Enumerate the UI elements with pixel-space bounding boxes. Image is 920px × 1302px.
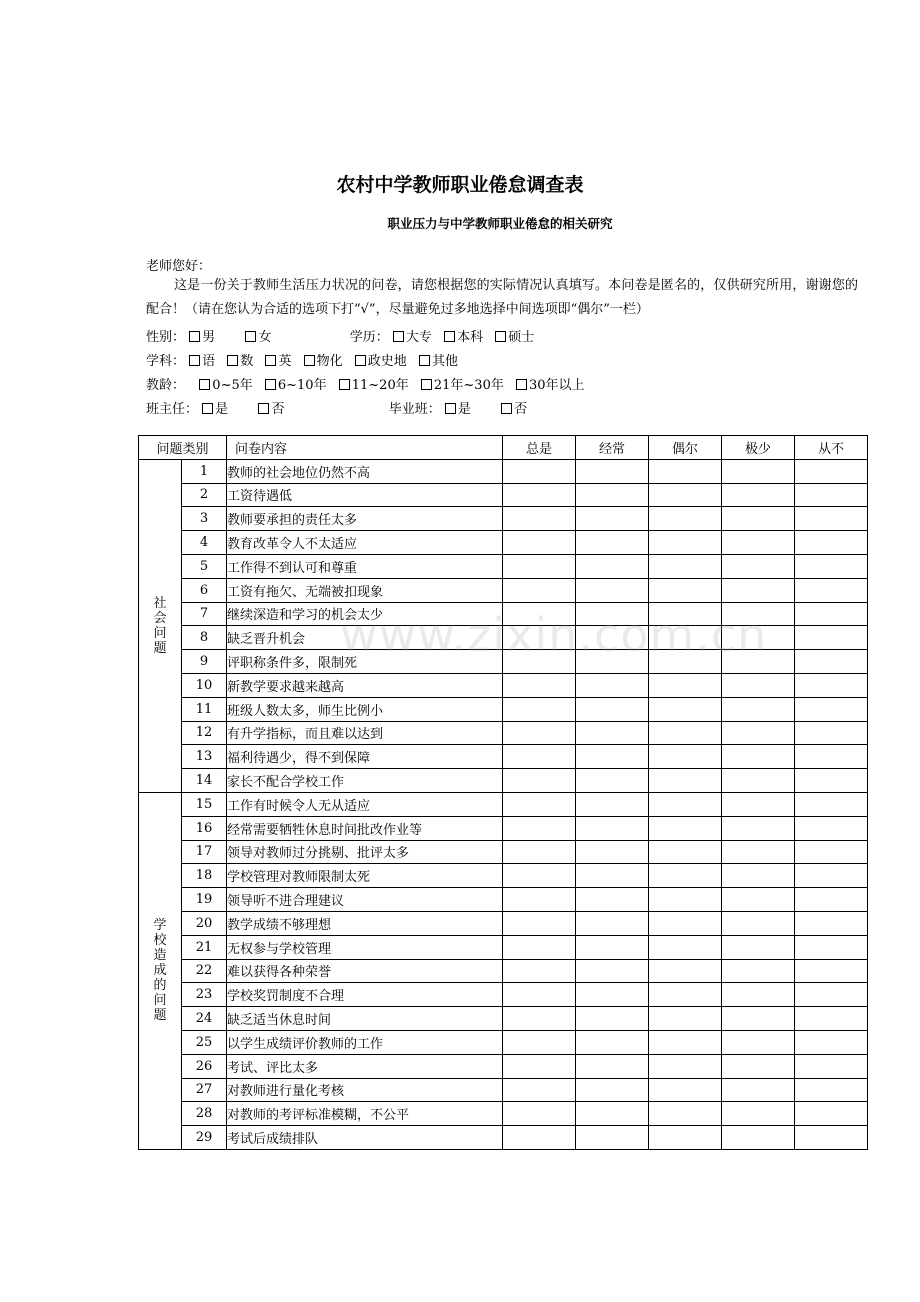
answer-cell-always[interactable] [503,935,576,959]
answer-cell-sometimes[interactable] [649,554,722,578]
checkbox-icon[interactable] [227,355,238,366]
answer-cell-sometimes[interactable] [649,721,722,745]
answer-cell-often[interactable] [576,911,649,935]
answer-cell-always[interactable] [503,1007,576,1031]
question-text: 以学生成绩评价教师的工作 [227,1030,503,1054]
question-number: 29 [182,1126,227,1150]
answer-cell-rarely[interactable] [722,602,795,626]
question-text: 领导对教师过分挑剔、批评太多 [227,840,503,864]
answer-cell-rarely[interactable] [722,1030,795,1054]
answer-cell-sometimes[interactable] [649,745,722,769]
answer-cell-often[interactable] [576,697,649,721]
gender-label: 性别： [146,330,186,345]
question-text: 教师要承担的责任太多 [227,507,503,531]
table-row [139,792,868,816]
answer-cell-rarely[interactable] [722,673,795,697]
answer-cell-always[interactable] [503,1126,576,1150]
table-row [139,673,868,697]
question-number: 25 [182,1030,227,1054]
checkbox-icon[interactable] [189,355,200,366]
answer-cell-rarely[interactable] [722,816,795,840]
question-text: 福利待遇少，得不到保障 [227,745,503,769]
answer-cell-rarely[interactable] [722,864,795,888]
answer-cell-always[interactable] [503,721,576,745]
checkbox-icon[interactable] [419,355,430,366]
question-number: 21 [182,935,227,959]
question-text: 经常需要牺牲休息时间批改作业等 [227,816,503,840]
checkbox-icon[interactable] [355,355,366,366]
subject-option-politics-history-geography[interactable]: 政史地 [355,350,407,369]
answer-cell-always[interactable] [503,483,576,507]
checkbox-icon[interactable] [265,379,276,390]
question-number: 6 [182,578,227,602]
header-often: 经常 [576,436,649,460]
answer-cell-rarely[interactable] [722,507,795,531]
answer-cell-always[interactable] [503,578,576,602]
table-row [139,697,868,721]
answer-cell-often[interactable] [576,983,649,1007]
checkbox-icon[interactable] [265,355,276,366]
category-cell: 学 校 造 成 的 问 题 [139,792,182,1149]
checkbox-icon[interactable] [495,331,506,342]
question-number: 9 [182,650,227,674]
answer-cell-sometimes[interactable] [649,531,722,555]
answer-cell-never[interactable] [795,1126,868,1150]
answer-cell-never[interactable] [795,983,868,1007]
answer-cell-always[interactable] [503,507,576,531]
table-row [139,483,868,507]
table-row [139,888,868,912]
answer-cell-never[interactable] [795,1102,868,1126]
answer-cell-often[interactable] [576,864,649,888]
table-header-row [139,436,868,460]
answer-cell-always[interactable] [503,792,576,816]
answer-cell-often[interactable] [576,769,649,793]
answer-cell-never[interactable] [795,745,868,769]
answer-cell-sometimes[interactable] [649,578,722,602]
teaching-age-label: 教龄： [146,378,186,393]
answer-cell-often[interactable] [576,483,649,507]
answer-cell-often[interactable] [576,1126,649,1150]
checkbox-icon[interactable] [445,403,456,414]
question-number: 24 [182,1007,227,1031]
question-text: 工作有时候令人无从适应 [227,792,503,816]
answer-cell-often[interactable] [576,959,649,983]
answer-cell-often[interactable] [576,602,649,626]
subject-label: 学科： [146,354,186,369]
checkbox-icon[interactable] [304,355,315,366]
answer-cell-rarely[interactable] [722,721,795,745]
answer-cell-rarely[interactable] [722,911,795,935]
question-text: 考试后成绩排队 [227,1126,503,1150]
survey-table [138,435,868,1150]
answer-cell-rarely[interactable] [722,1054,795,1078]
teaching-age-row [146,374,593,393]
watermark-logo: www.zixin.com.cn [340,608,768,662]
table-row [139,602,868,626]
answer-cell-never[interactable] [795,1030,868,1054]
answer-cell-never[interactable] [795,721,868,745]
table-row [139,459,868,483]
answer-cell-never[interactable] [795,816,868,840]
question-text: 对教师的考评标准模糊，不公平 [227,1102,503,1126]
answer-cell-always[interactable] [503,745,576,769]
answer-cell-never[interactable] [795,673,868,697]
answer-cell-sometimes[interactable] [649,1007,722,1031]
answer-cell-never[interactable] [795,935,868,959]
answer-cell-often[interactable] [576,650,649,674]
question-number: 16 [182,816,227,840]
teaching-age-option-11-20[interactable]: 11~20年 [339,374,409,393]
answer-cell-never[interactable] [795,578,868,602]
answer-cell-rarely[interactable] [722,888,795,912]
subject-option-chinese[interactable]: 语 [189,350,215,369]
answer-cell-sometimes[interactable] [649,983,722,1007]
subject-option-physics-chemistry[interactable]: 物化 [304,350,343,369]
greeting: 老师您好： [146,259,212,274]
answer-cell-never[interactable] [795,1007,868,1031]
question-text: 领导听不进合理建议 [227,888,503,912]
answer-cell-never[interactable] [795,911,868,935]
page-title: 农村中学教师职业倦怠调查表 [336,174,584,196]
header-category: 问题类别 [139,436,227,460]
question-text: 学校奖罚制度不合理 [227,983,503,1007]
answer-cell-sometimes[interactable] [649,650,722,674]
question-text: 工资待遇低 [227,483,503,507]
answer-cell-often[interactable] [576,721,649,745]
answer-cell-sometimes[interactable] [649,792,722,816]
subject-option-english[interactable]: 英 [265,350,291,369]
table-row [139,531,868,555]
gender-option-female[interactable]: 女 [245,326,271,345]
answer-cell-sometimes[interactable] [649,697,722,721]
question-number: 7 [182,602,227,626]
question-number: 14 [182,769,227,793]
question-number: 2 [182,483,227,507]
question-number: 5 [182,554,227,578]
question-number: 19 [182,888,227,912]
answer-cell-sometimes[interactable] [649,602,722,626]
education-option-master[interactable]: 硕士 [495,326,534,345]
answer-cell-rarely[interactable] [722,1126,795,1150]
gender-option-male[interactable]: 男 [189,326,215,345]
answer-cell-often[interactable] [576,673,649,697]
answer-cell-always[interactable] [503,650,576,674]
head-teacher-label: 班主任： [146,402,199,417]
answer-cell-always[interactable] [503,531,576,555]
answer-cell-often[interactable] [576,507,649,531]
answer-cell-always[interactable] [503,626,576,650]
question-text: 缺乏适当休息时间 [227,1007,503,1031]
table-row [139,935,868,959]
answer-cell-rarely[interactable] [722,697,795,721]
answer-cell-sometimes[interactable] [649,1030,722,1054]
question-number: 3 [182,507,227,531]
answer-cell-sometimes[interactable] [649,1054,722,1078]
answer-cell-rarely[interactable] [722,1007,795,1031]
answer-cell-sometimes[interactable] [649,483,722,507]
checkbox-icon[interactable] [202,403,213,414]
gender-education-row [146,326,542,345]
answer-cell-always[interactable] [503,1078,576,1102]
question-text: 缺乏晋升机会 [227,626,503,650]
checkbox-icon[interactable] [189,331,200,342]
question-number: 23 [182,983,227,1007]
answer-cell-never[interactable] [795,888,868,912]
answer-cell-often[interactable] [576,840,649,864]
checkbox-icon[interactable] [339,379,350,390]
checkbox-icon[interactable] [501,403,512,414]
answer-cell-sometimes[interactable] [649,864,722,888]
answer-cell-sometimes[interactable] [649,911,722,935]
checkbox-icon[interactable] [421,379,432,390]
table-row [139,578,868,602]
answer-cell-always[interactable] [503,1030,576,1054]
answer-cell-rarely[interactable] [722,626,795,650]
graduating-class-option-no[interactable]: 否 [501,398,527,417]
table-row [139,816,868,840]
question-text: 评职称条件多，限制死 [227,650,503,674]
answer-cell-never[interactable] [795,1078,868,1102]
answer-cell-always[interactable] [503,459,576,483]
question-text: 教师的社会地位仍然不高 [227,459,503,483]
answer-cell-rarely[interactable] [722,1078,795,1102]
answer-cell-never[interactable] [795,769,868,793]
answer-cell-always[interactable] [503,840,576,864]
graduating-class-option-yes[interactable]: 是 [445,398,471,417]
answer-cell-often[interactable] [576,626,649,650]
header-sometimes: 偶尔 [649,436,722,460]
answer-cell-sometimes[interactable] [649,673,722,697]
answer-cell-always[interactable] [503,864,576,888]
answer-cell-always[interactable] [503,816,576,840]
answer-cell-often[interactable] [576,816,649,840]
question-number: 18 [182,864,227,888]
question-number: 4 [182,531,227,555]
table-row [139,721,868,745]
question-number: 20 [182,911,227,935]
question-number: 12 [182,721,227,745]
answer-cell-often[interactable] [576,1078,649,1102]
table-row [139,1078,868,1102]
question-number: 17 [182,840,227,864]
table-row [139,745,868,769]
teaching-age-option-21-30[interactable]: 21年~30年 [421,374,504,393]
answer-cell-rarely[interactable] [722,531,795,555]
answer-cell-sometimes[interactable] [649,888,722,912]
answer-cell-often[interactable] [576,1007,649,1031]
answer-cell-always[interactable] [503,959,576,983]
question-text: 新教学要求越来越高 [227,673,503,697]
answer-cell-never[interactable] [795,459,868,483]
answer-cell-never[interactable] [795,483,868,507]
answer-cell-always[interactable] [503,983,576,1007]
question-number: 11 [182,697,227,721]
page-subtitle: 职业压力与中学教师职业倦怠的相关研究 [387,216,613,231]
answer-cell-rarely[interactable] [722,792,795,816]
answer-cell-always[interactable] [503,673,576,697]
question-text: 学校管理对教师限制太死 [227,864,503,888]
answer-cell-never[interactable] [795,864,868,888]
table-row [139,864,868,888]
answer-cell-often[interactable] [576,1102,649,1126]
answer-cell-often[interactable] [576,531,649,555]
answer-cell-rarely[interactable] [722,1102,795,1126]
answer-cell-always[interactable] [503,554,576,578]
answer-cell-never[interactable] [795,531,868,555]
question-text: 无权参与学校管理 [227,935,503,959]
table-row [139,983,868,1007]
answer-cell-often[interactable] [576,1054,649,1078]
answer-cell-never[interactable] [795,959,868,983]
answer-cell-rarely[interactable] [722,983,795,1007]
answer-cell-rarely[interactable] [722,459,795,483]
table-row [139,959,868,983]
answer-cell-always[interactable] [503,769,576,793]
subject-row [146,350,466,369]
question-number: 15 [182,792,227,816]
question-number: 10 [182,673,227,697]
answer-cell-always[interactable] [503,602,576,626]
head-teacher-option-no[interactable]: 否 [258,398,284,417]
answer-cell-rarely[interactable] [722,959,795,983]
subject-option-other[interactable]: 其他 [419,350,458,369]
answer-cell-sometimes[interactable] [649,959,722,983]
header-always: 总是 [503,436,576,460]
checkbox-icon[interactable] [393,331,404,342]
education-option-college[interactable]: 大专 [393,326,432,345]
answer-cell-sometimes[interactable] [649,816,722,840]
subject-option-math[interactable]: 数 [227,350,253,369]
answer-cell-never[interactable] [795,840,868,864]
table-row [139,507,868,531]
answer-cell-sometimes[interactable] [649,935,722,959]
answer-cell-never[interactable] [795,554,868,578]
answer-cell-never[interactable] [795,1054,868,1078]
question-text: 考试、评比太多 [227,1054,503,1078]
answer-cell-often[interactable] [576,578,649,602]
answer-cell-often[interactable] [576,792,649,816]
question-text: 工作得不到认可和尊重 [227,554,503,578]
answer-cell-often[interactable] [576,459,649,483]
answer-cell-rarely[interactable] [722,483,795,507]
answer-cell-always[interactable] [503,1102,576,1126]
question-text: 教学成绩不够理想 [227,911,503,935]
answer-cell-sometimes[interactable] [649,1102,722,1126]
table-row [139,1030,868,1054]
teaching-age-option-6-10[interactable]: 6~10年 [265,374,327,393]
header-content: 问卷内容 [227,436,503,460]
question-text: 难以获得各种荣誉 [227,959,503,983]
table-row [139,769,868,793]
answer-cell-always[interactable] [503,1054,576,1078]
answer-cell-sometimes[interactable] [649,459,722,483]
answer-cell-often[interactable] [576,935,649,959]
checkbox-icon[interactable] [199,379,210,390]
question-text: 有升学指标，而且难以达到 [227,721,503,745]
table-row [139,1007,868,1031]
question-text: 班级人数太多，师生比例小 [227,697,503,721]
question-text: 工资有拖欠、无端被扣现象 [227,578,503,602]
answer-cell-often[interactable] [576,745,649,769]
question-number: 26 [182,1054,227,1078]
table-row [139,650,868,674]
question-number: 27 [182,1078,227,1102]
answer-cell-rarely[interactable] [722,769,795,793]
answer-cell-rarely[interactable] [722,745,795,769]
answer-cell-often[interactable] [576,554,649,578]
answer-cell-often[interactable] [576,1030,649,1054]
graduating-class-label: 毕业班： [388,402,441,417]
answer-cell-sometimes[interactable] [649,507,722,531]
table-row [139,554,868,578]
answer-cell-often[interactable] [576,888,649,912]
question-number: 13 [182,745,227,769]
question-text: 家长不配合学校工作 [227,769,503,793]
question-number: 22 [182,959,227,983]
answer-cell-sometimes[interactable] [649,769,722,793]
head-teacher-row [146,398,535,417]
answer-cell-sometimes[interactable] [649,1126,722,1150]
answer-cell-always[interactable] [503,697,576,721]
answer-cell-sometimes[interactable] [649,840,722,864]
intro-paragraph: 这是一份关于教师生活压力状况的问卷，请您根据您的实际情况认真填写。本问卷是匿名的，仅供研究所用，谢谢您的配合！（请在您认为合适的选项下打“√”，尽量避免过多地选择中间选项即“偶尔”一栏） [146,278,858,317]
question-number: 28 [182,1102,227,1126]
table-row [139,1054,868,1078]
answer-cell-rarely[interactable] [722,650,795,674]
checkbox-icon[interactable] [516,379,527,390]
table-row [139,1126,868,1150]
answer-cell-sometimes[interactable] [649,1078,722,1102]
answer-cell-never[interactable] [795,650,868,674]
answer-cell-never[interactable] [795,602,868,626]
head-teacher-option-yes[interactable]: 是 [202,398,228,417]
checkbox-icon[interactable] [245,331,256,342]
education-option-bachelor[interactable]: 本科 [444,326,483,345]
checkbox-icon[interactable] [444,331,455,342]
table-row [139,1102,868,1126]
question-text: 教育改革令人不太适应 [227,531,503,555]
answer-cell-rarely[interactable] [722,935,795,959]
answer-cell-always[interactable] [503,888,576,912]
answer-cell-always[interactable] [503,911,576,935]
checkbox-icon[interactable] [258,403,269,414]
question-number: 1 [182,459,227,483]
answer-cell-never[interactable] [795,507,868,531]
question-text: 继续深造和学习的机会太少 [227,602,503,626]
header-rarely: 极少 [722,436,795,460]
answer-cell-rarely[interactable] [722,578,795,602]
table-row [139,840,868,864]
table-row [139,626,868,650]
answer-cell-sometimes[interactable] [649,626,722,650]
answer-cell-never[interactable] [795,792,868,816]
header-never: 从不 [795,436,868,460]
question-text: 对教师进行量化考核 [227,1078,503,1102]
question-number: 8 [182,626,227,650]
category-cell: 社 会 问 题 [139,459,182,792]
table-row [139,911,868,935]
answer-cell-never[interactable] [795,697,868,721]
teaching-age-option-0-5[interactable]: 0~5年 [199,374,252,393]
education-label: 学历： [349,330,389,345]
answer-cell-never[interactable] [795,626,868,650]
answer-cell-rarely[interactable] [722,840,795,864]
teaching-age-option-30-plus[interactable]: 30年以上 [516,374,585,393]
answer-cell-rarely[interactable] [722,554,795,578]
